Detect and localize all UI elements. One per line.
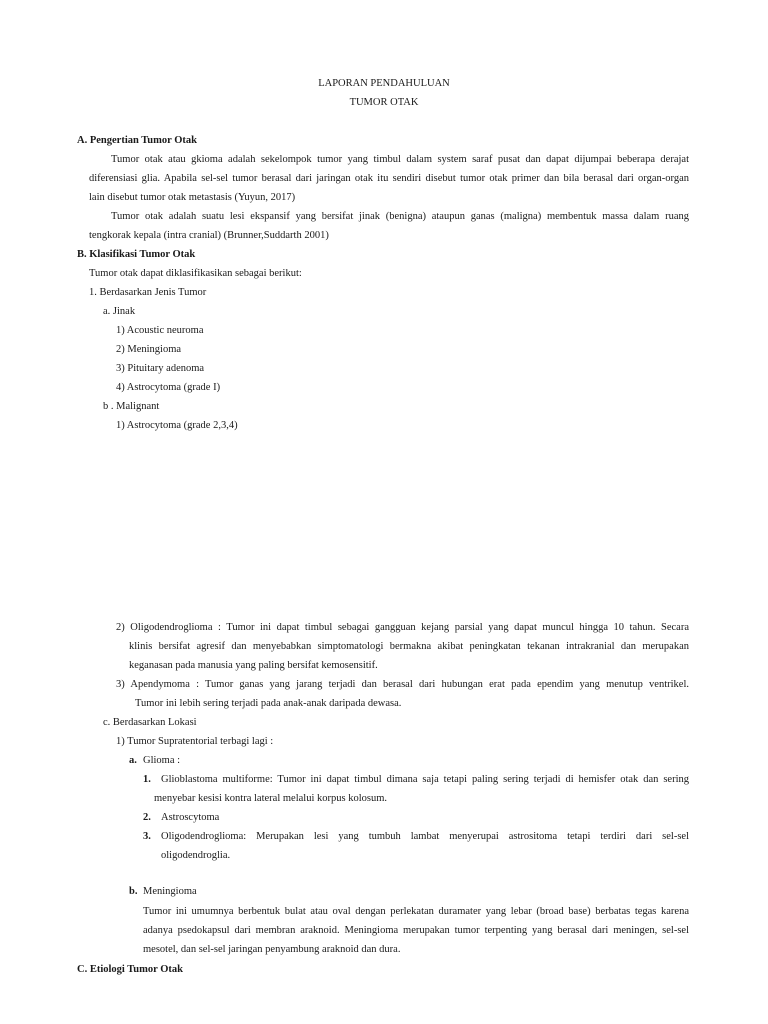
glioma-letter: a. [129, 755, 137, 766]
section-b-intro: Tumor otak dapat diklasifikasikan sebagai berikut: [89, 268, 302, 279]
section-a-p1-line2: diferensiasi glia. Apabila sel-sel tumor berasal dari jaringan otak itu sendiri disebut tumor otak primer dan bila berasal dari organ-organ [89, 173, 689, 184]
glioma-item-number: 3. [143, 831, 151, 842]
section-a-p2-line1: Tumor otak adalah suatu lesi ekspansif yang bersifat jinak (benigna) ataupun ganas (maligna) membentuk massa dalam ruang [111, 211, 689, 222]
sublist-label-lokasi: c. Berdasarkan Lokasi [103, 717, 197, 728]
section-b-heading: B. Klasifikasi Tumor Otak [77, 249, 196, 260]
apendymoma-line1: 3) Apendymoma : Tumor ganas yang jarang terjadi dan berasal dari hubungan erat pada ependim yang menutup ventrikel. [116, 679, 689, 690]
list-item-jenis-tumor: 1. Berdasarkan Jenis Tumor [89, 287, 207, 298]
glioma-label: Glioma : [143, 755, 181, 766]
glioblastoma-line1: Glioblastoma multiforme: Tumor ini dapat timbul dimana saja tetapi paling sering terjadi di hemisfer otak dan sering [161, 774, 689, 785]
oligodendroglioma-line2: klinis bersifat agresif dan menyebabkan simptomatologi bermakna akibat peningkatan tekanan intrakranial dan merupakan [129, 641, 689, 652]
glioma-item-number: 2. [143, 812, 151, 823]
meningioma-label: Meningioma [143, 886, 197, 897]
list-item-jinak: 3) Pituitary adenoma [116, 363, 205, 374]
section-a-p1-line3: lain disebut tumor otak metastasis (Yuyun, 2017) [89, 192, 296, 203]
list-item-jinak: 1) Acoustic neuroma [116, 325, 204, 336]
glioma-item-number: 1. [143, 774, 151, 785]
section-a-p2-line2: tengkorak kepala (intra cranial) (Brunner,Suddarth 2001) [89, 230, 329, 241]
sublist-label-malignant: b . Malignant [103, 401, 160, 412]
oligodendroglioma-line3: keganasan pada manusia yang paling bersifat kemosensitif. [129, 660, 378, 671]
section-c-heading: C. Etiologi Tumor Otak [77, 964, 183, 975]
meningioma-line3: mesotel, dan sel-sel jaringan penyambung araknoid dan dura. [143, 944, 401, 955]
glioblastoma-line2: menyebar kesisi kontra lateral melalui korpus kolosum. [154, 793, 387, 804]
list-item-jinak: 2) Meningioma [116, 344, 182, 355]
meningioma-line2: adanya psedokapsul dari membran araknoid. Meningioma merupakan tumor terpenting yang berasal dari meningen, sel-sel [143, 925, 689, 936]
supratentorial-label: 1) Tumor Supratentorial terbagi lagi : [116, 736, 274, 747]
doc-title-line1: LAPORAN PENDAHULUAN [318, 78, 450, 89]
list-item-malignant: 1) Astrocytoma (grade 2,3,4) [116, 420, 238, 431]
oligodendroglioma-line1: 2) Oligodendroglioma : Tumor ini dapat timbul sebagai gangguan kejang parsial yang dapat muncul hingga 10 tahun. Secara [116, 622, 689, 633]
meningioma-letter: b. [129, 886, 138, 897]
sublist-label-jinak: a. Jinak [103, 306, 136, 317]
list-item-jinak: 4) Astrocytoma (grade I) [116, 382, 221, 393]
astroscytoma-text: Astroscytoma [161, 812, 220, 823]
oligodendroglioma-glioma-line2: oligodendroglia. [161, 850, 231, 861]
apendymoma-line2: Tumor ini lebih sering terjadi pada anak-anak daripada dewasa. [135, 698, 402, 709]
doc-title-line2: TUMOR OTAK [349, 97, 419, 108]
oligodendroglioma-glioma-line1: Oligodendroglioma: Merupakan lesi yang tumbuh lambat menyerupai astrositoma tetapi terdiri dari sel-sel [161, 831, 689, 842]
meningioma-line1: Tumor ini umumnya berbentuk bulat atau oval dengan perlekatan duramater yang lebar (broad base) berbatas tegas karena [143, 906, 689, 917]
section-a-heading: A. Pengertian Tumor Otak [77, 135, 197, 146]
section-a-p1-line1: Tumor otak atau gkioma adalah sekelompok tumor yang timbul dalam system saraf pusat dan dapat dijumpai beberapa derajat [111, 154, 689, 165]
